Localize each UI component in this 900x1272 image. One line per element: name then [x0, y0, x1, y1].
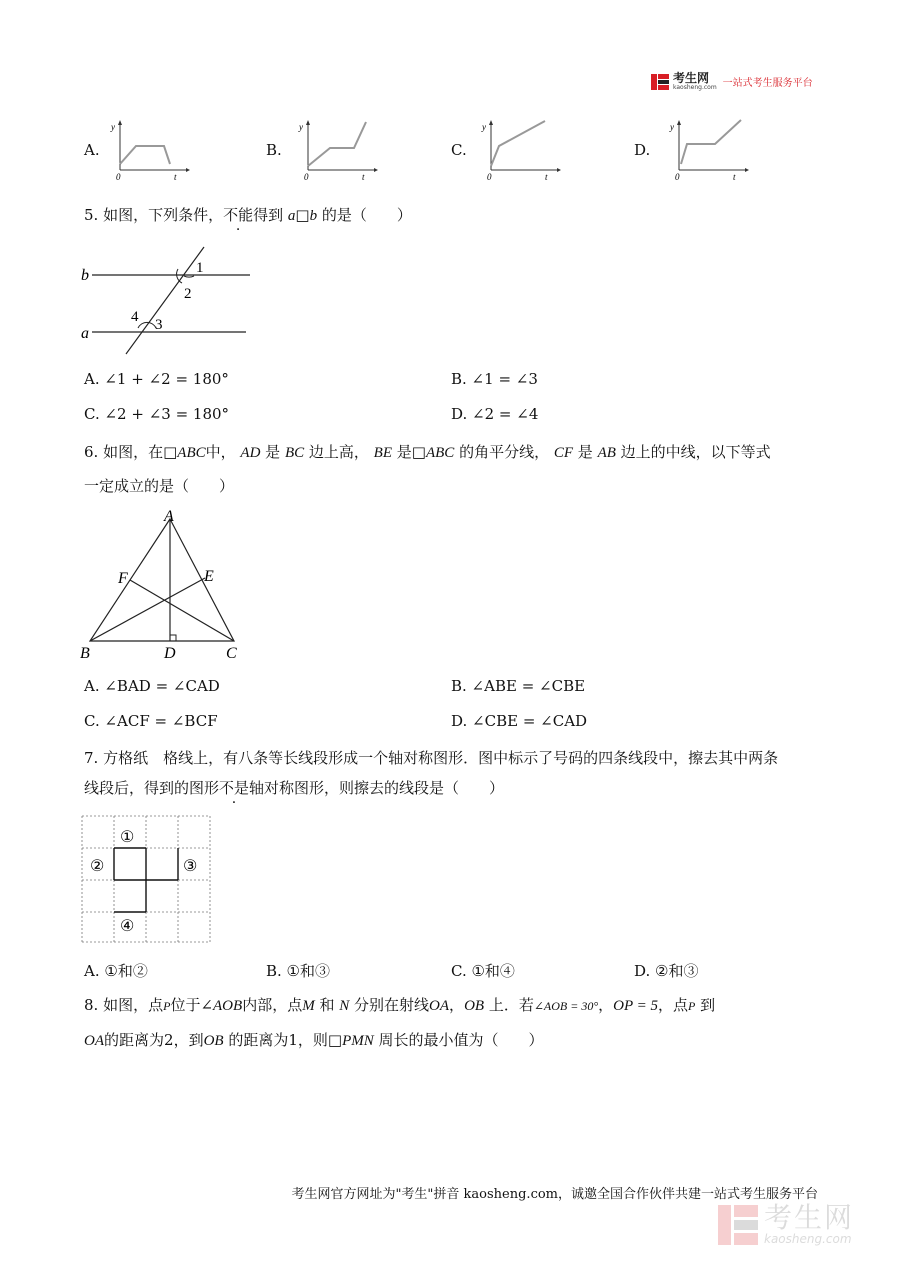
- q4-graph-d: [667, 118, 749, 182]
- point-f-label: F: [118, 570, 128, 587]
- q6-stem-line2: 一定成立的是（ ）: [84, 477, 235, 495]
- q7-grid-figure: [80, 814, 214, 946]
- graph-y-label: y: [670, 122, 674, 132]
- q4-option-d-letter: D.: [634, 141, 651, 159]
- watermark: [718, 1201, 855, 1246]
- segment-1-label: ①: [120, 829, 135, 846]
- watermark-logo-icon: [718, 1205, 758, 1245]
- q4-graph-c: [479, 118, 561, 182]
- q6-option-d: D. ∠CBE = ∠CAD: [451, 712, 588, 730]
- graph-t-label: t: [174, 172, 177, 182]
- graph-y-label: y: [482, 122, 486, 132]
- emphasis-not: 不是: [219, 779, 250, 797]
- kaosheng-logo-icon: [651, 74, 669, 90]
- angle-3-label: 3: [155, 317, 163, 333]
- q6-option-c: C. ∠ACF = ∠BCF: [84, 712, 218, 730]
- angle-4-label: 4: [131, 309, 139, 325]
- q7-option-a: A. ①和②: [84, 962, 148, 980]
- q4-option-a-letter: A.: [84, 141, 100, 159]
- segment-2-label: ②: [90, 858, 105, 875]
- q4-option-c-letter: C.: [451, 141, 467, 159]
- q5-option-d: D. ∠2 = ∠4: [451, 405, 539, 423]
- graph-origin-label: 0: [116, 172, 121, 182]
- q7-option-c: C. ①和④: [451, 962, 515, 980]
- line-a-label: a: [81, 325, 89, 342]
- q6-stem-line1: 6. 如图，在□ABC中， AD 是 BC 边上高， BE 是□ABC 的角平分线， CF 是 AB 边上的中线，以下等式: [84, 443, 771, 461]
- q7-stem-line1: 7. 方格纸 格线上，有八条等长线段形成一个轴对称图形．图中标示了号码的四条线段中，擦去其中两条: [84, 749, 779, 767]
- q7-stem-line2: 线段后，得到的图形不是轴对称图形，则擦去的线段是（ ）: [84, 779, 505, 797]
- graph-origin-label: 0: [675, 172, 680, 182]
- q5-figure: [78, 242, 258, 360]
- graph-t-label: t: [362, 172, 365, 182]
- q4-graph-a: [108, 118, 190, 182]
- watermark-name: 考生网: [764, 1201, 855, 1234]
- q7-option-d: D. ②和③: [634, 962, 699, 980]
- q6-triangle-figure: [78, 505, 248, 665]
- vertex-a-label: A: [164, 508, 174, 525]
- graph-origin-label: 0: [487, 172, 492, 182]
- watermark-domain: kaosheng.com: [764, 1232, 852, 1246]
- segment-4-label: ④: [120, 918, 135, 935]
- q7-option-b: B. ①和③: [266, 962, 331, 980]
- q8-stem-line2: OA的距离为2，到OB 的距离为1，则□PMN 周长的最小值为（ ）: [84, 1031, 544, 1049]
- vertex-b-label: B: [80, 645, 90, 662]
- q4-graph-b: [296, 118, 378, 182]
- q5-option-b: B. ∠1 = ∠3: [451, 370, 538, 388]
- footer-text: 考生网官方网址为"考生"拼音 kaosheng.com，诚邀全国合作伙伴共建一站式考生服务平台: [291, 1187, 818, 1202]
- q6-option-a: A. ∠BAD = ∠CAD: [84, 677, 220, 695]
- graph-y-label: y: [111, 122, 115, 132]
- line-b-label: b: [81, 267, 89, 284]
- angle-1-label: 1: [196, 260, 204, 276]
- q4-option-b-letter: B.: [266, 141, 282, 159]
- brand-domain: kaosheng.com: [673, 84, 717, 91]
- q6-option-b: B. ∠ABE = ∠CBE: [451, 677, 586, 695]
- graph-origin-label: 0: [304, 172, 309, 182]
- graph-t-label: t: [545, 172, 548, 182]
- q5-option-a: A. ∠1 + ∠2 = 180°: [84, 370, 229, 388]
- emphasis-not-can: 不能: [223, 206, 254, 224]
- brand-name: 考生网: [673, 71, 710, 85]
- brand-slogan: 一站式考生服务平台: [722, 78, 813, 89]
- vertex-c-label: C: [226, 645, 237, 662]
- angle-2-label: 2: [184, 286, 192, 302]
- q5-option-c: C. ∠2 + ∠3 = 180°: [84, 405, 230, 423]
- point-e-label: E: [204, 568, 214, 585]
- graph-t-label: t: [733, 172, 736, 182]
- foot-d-label: D: [164, 645, 176, 662]
- q8-stem-line1: 8. 如图，点P位于∠AOB内部，点M 和 N 分别在射线OA，OB 上．若∠AOB = 30°，OP = 5，点P 到: [84, 996, 716, 1014]
- q5-stem: 5. 如图，下列条件，不能得到 a□b 的是（ ）: [84, 206, 412, 224]
- header-brand: [651, 72, 813, 91]
- graph-y-label: y: [299, 122, 303, 132]
- segment-3-label: ③: [183, 858, 198, 875]
